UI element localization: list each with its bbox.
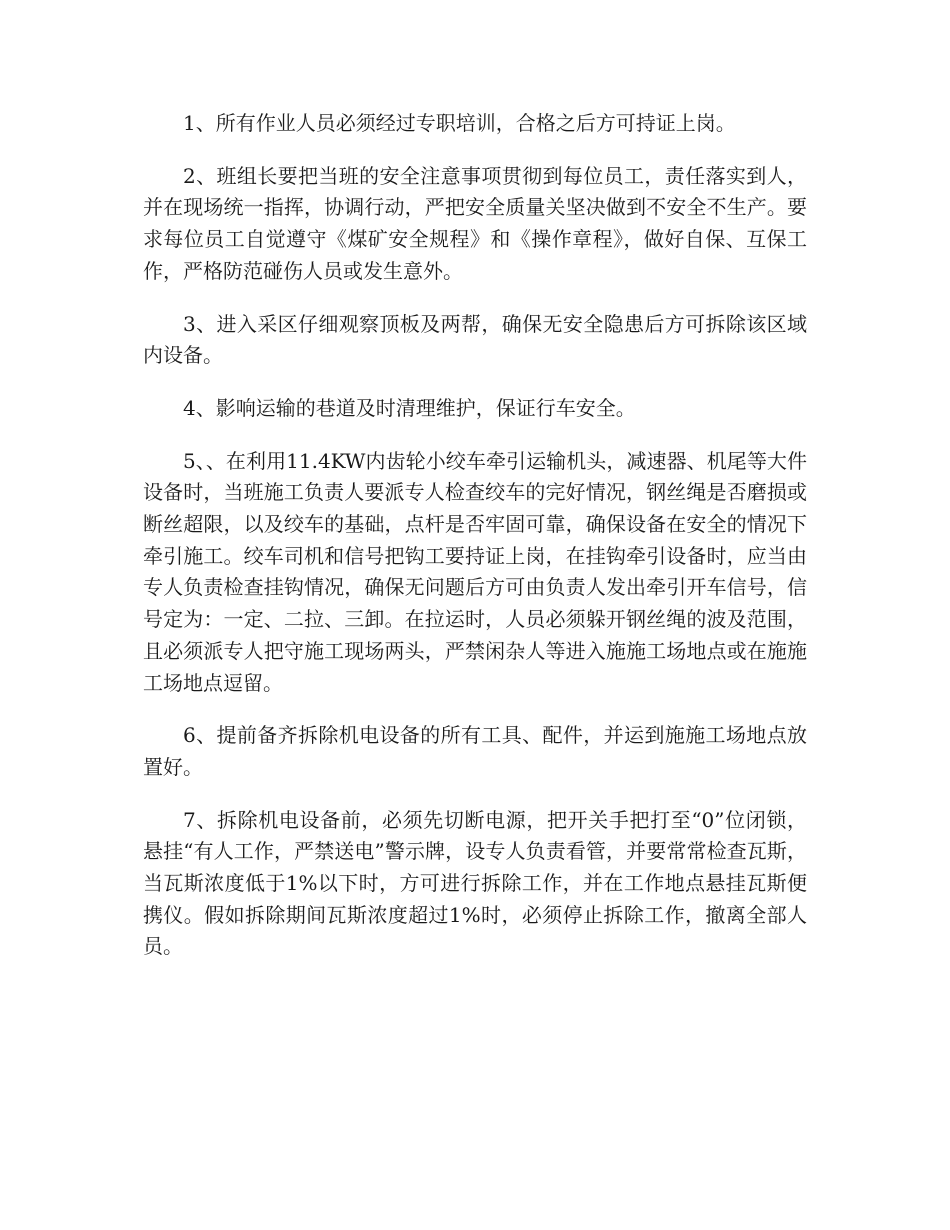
- paragraph-5: 5、、在利用11.4KW内齿轮小绞车牵引运输机头，减速器、机尾等大件设备时，当班施工负责人要派专人检查绞车的完好情况，钢丝绳是否磨损或断丝超限，以及绞车的基础，点杆是否牢固可靠，确保设备在安全的情况下牵引施工。绞车司机和信号把钩工要持证上岗，在挂钩牵引设备时，应当由专人负责检查挂钩情况，确保无问题后方可由负责人发出牵引开车信号，信号定为：一定、二拉、三卸。在拉运时，人员必须躲开钢丝绳的波及范围，且必须派专人把守施工现场两头，严禁闲杂人等进入施施工场地点或在施施工场地点逗留。: [143, 448, 807, 695]
- document-body: [143, 108, 807, 984]
- paragraph-3: 3、进入采区仔细观察顶板及两帮，确保无安全隐患后方可拆除该区域内设备。: [143, 311, 807, 368]
- paragraph-6: 6、提前备齐拆除机电设备的所有工具、配件，并运到施施工场地点放置好。: [143, 723, 807, 779]
- paragraph-2: 2、班组长要把当班的安全注意事项贯彻到每位员工，责任落实到人，并在现场统一指挥，协调行动，严把安全质量关坚决做到不安全不生产。要求每位员工自觉遵守《煤矿安全规程》和《操作章程》，做好自保、互保工作，严格防范碰伤人员或发生意外。: [143, 163, 807, 283]
- paragraph-4: 4、影响运输的巷道及时清理维护，保证行车安全。: [183, 395, 636, 420]
- paragraph-7: 7、拆除机电设备前，必须先切断电源，把开关手把打至“0”位闭锁，悬挂“有人工作，严禁送电”警示牌，设专人负责看管，并要常常检查瓦斯，当瓦斯浓度低于1%以下时，方可进行拆除工作，并在工作地点悬挂瓦斯便携仪。假如拆除期间瓦斯浓度超过1%时，必须停止拆除工作，撤离全部人员。: [143, 807, 807, 959]
- paragraph-1: 1、所有作业人员必须经过专职培训，合格之后方可持证上岗。: [183, 111, 736, 135]
